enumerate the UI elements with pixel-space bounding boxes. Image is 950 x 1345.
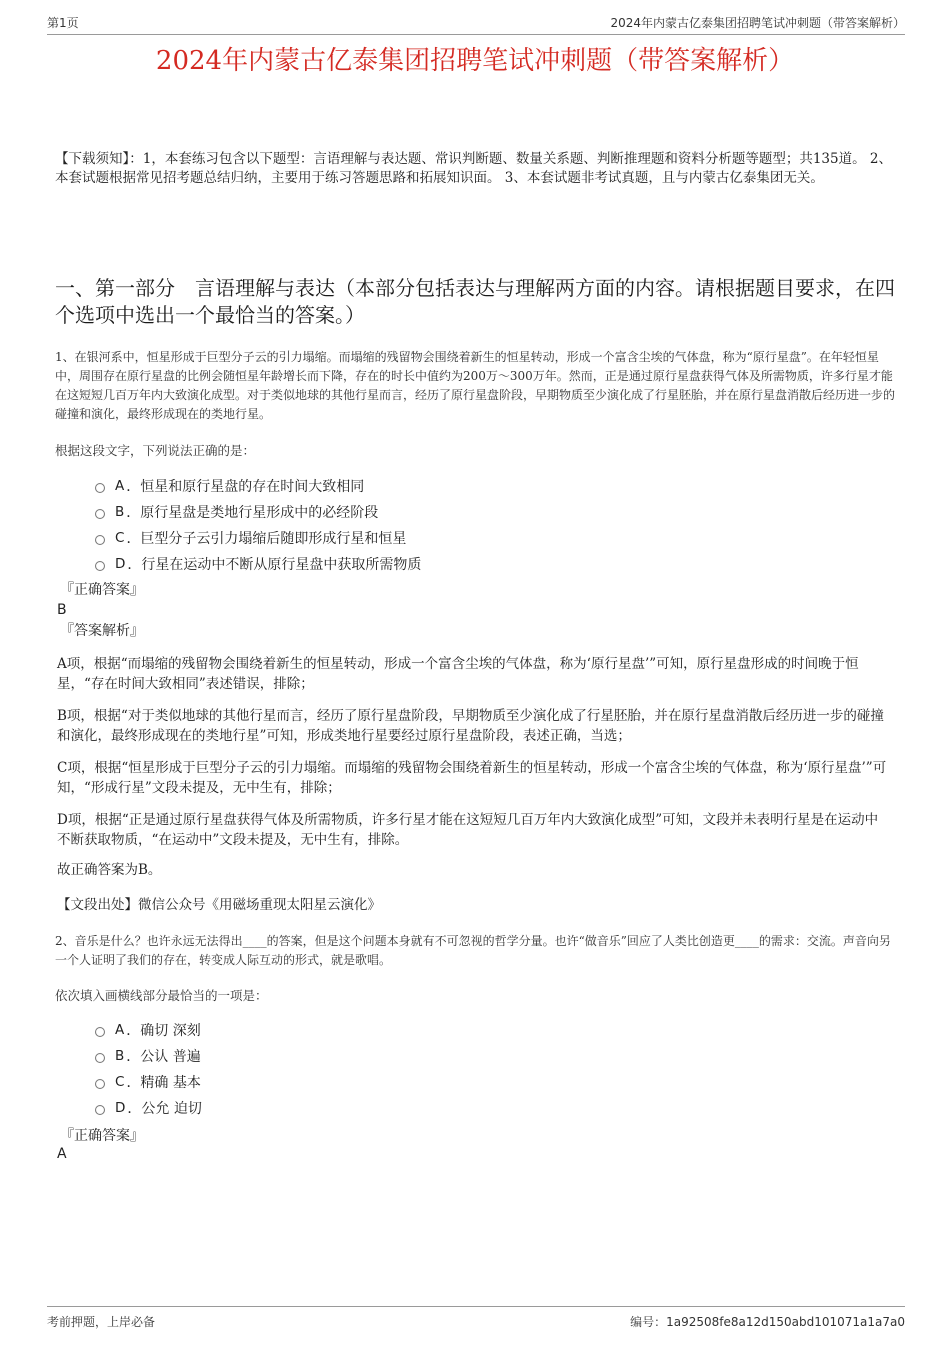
question-2-text: 2、音乐是什么？也许永远无法得出____的答案，但是这个问题本身就有不可忽视的哲学分量。也许“做音乐”回应了人类比创造更____的需求：交流。声音向另一个人证明了我们的存在，转变成人际互动的形式，就是歌唱。: [55, 934, 891, 967]
footer-code: 编号：1a92508fe8a12d150abd101071a1a7a0: [630, 1315, 905, 1329]
question-1-options: [95, 473, 795, 577]
page-footer: [47, 1306, 905, 1329]
section-heading: 一、第一部分 言语理解与表达（本部分包括表达与理解两方面的内容。请根据题目要求，在四个选项中选出一个最恰当的答案。）: [55, 276, 895, 327]
analysis-conclusion: 故正确答案为B。: [57, 862, 162, 878]
option-text: ．确切 深刻: [126, 1023, 201, 1039]
question-1-prompt: 根据这段文字，下列说法正确的是：: [55, 443, 256, 458]
radio-icon[interactable]: [95, 1105, 105, 1115]
option-text: ．原行星盘是类地行星形成中的必经阶段: [126, 505, 379, 521]
radio-icon[interactable]: [95, 483, 105, 493]
answer-label: 『正确答案』: [60, 582, 144, 598]
correct-answer: B: [57, 602, 67, 618]
option-text: ．巨型分子云引力塌缩后随即形成行星和恒星: [126, 531, 407, 547]
option-letter: B: [115, 1048, 125, 1064]
download-notice: 【下载须知】：1，本套练习包含以下题型：言语理解与表达题、常识判断题、数量关系题、判断推理题和资料分析题等题型；共135道。 2、本套试题根据常见招考题总结归纳，主要用于练习答题思路和拓展知识面。 3、本套试题非考试真题，且与内蒙古亿泰集团无关。: [55, 151, 892, 186]
option-text: ．恒星和原行星盘的存在时间大致相同: [126, 479, 365, 495]
radio-icon[interactable]: [95, 1079, 105, 1089]
option-letter: A: [115, 478, 125, 494]
question-2-prompt: 依次填入画横线部分最恰当的一项是：: [55, 988, 268, 1003]
option-a[interactable]: [95, 473, 795, 499]
radio-icon[interactable]: [95, 1027, 105, 1037]
radio-icon[interactable]: [95, 509, 105, 519]
option-text: ．公认 普遍: [126, 1049, 201, 1065]
option-letter: D: [115, 556, 126, 572]
document-title: 2024年内蒙古亿泰集团招聘笔试冲刺题（带答案解析）: [155, 46, 795, 76]
radio-icon[interactable]: [95, 1053, 105, 1063]
option-text: ．公允 迫切: [127, 1101, 202, 1117]
question-1-text: 1、在银河系中，恒星形成于巨型分子云的引力塌缩。而塌缩的残留物会围绕着新生的恒星转动，形成一个富含尘埃的气体盘，称为“原行星盘”。在年轻恒星中，周围存在原行星盘的比例会随恒星年龄增长而下降，存在的时长中值约为200万～300万年。然而，正是通过原行星盘获得气体及所需物质，许多行星才能在这短短几百万年内大致演化成型。对于类似地球的其他行星而言，经历了原行星盘阶段，早期物质至少演化成了行星胚胎，并在原行星盘消散后经历进一步的碰撞和演化，最终形成现在的类地行星。: [55, 350, 896, 421]
option-c[interactable]: [95, 525, 795, 551]
option-letter: A: [115, 1022, 125, 1038]
answer-label: 『正确答案』: [60, 1128, 144, 1144]
footer-slogan: 考前押题，上岸必备: [47, 1315, 156, 1329]
option-b[interactable]: [95, 499, 795, 525]
option-text: ．精确 基本: [126, 1075, 201, 1091]
option-letter: C: [115, 1074, 125, 1090]
option-text: ．行星在运动中不断从原行星盘中获取所需物质: [127, 557, 422, 573]
option-c[interactable]: [95, 1069, 795, 1095]
page-number: 第1页: [47, 16, 79, 30]
option-letter: C: [115, 530, 125, 546]
option-letter: D: [115, 1100, 126, 1116]
analysis-paragraph: B项，根据“对于类似地球的其他行星而言，经历了原行星盘阶段，早期物质至少演化成了行星胚胎，并在原行星盘消散后经历进一步的碰撞和演化，最终形成现在的类地行星”可知，形成类地行星要经过原行星盘阶段，表述正确，当选；: [57, 708, 884, 744]
option-letter: B: [115, 504, 125, 520]
option-a[interactable]: [95, 1017, 795, 1043]
option-b[interactable]: [95, 1043, 795, 1069]
analysis-label: 『答案解析』: [60, 623, 144, 639]
radio-icon[interactable]: [95, 535, 105, 545]
option-d[interactable]: [95, 551, 795, 577]
option-d[interactable]: [95, 1095, 795, 1121]
radio-icon[interactable]: [95, 561, 105, 571]
analysis-paragraph: D项，根据“正是通过原行星盘获得气体及所需物质，许多行星才能在这短短几百万年内大致演化成型”可知，文段并未表明行星是在运动中不断获取物质，“在运动中”文段未提及，无中生有，排除。: [57, 812, 879, 848]
header-doc-name: 2024年内蒙古亿泰集团招聘笔试冲刺题（带答案解析）: [610, 16, 905, 30]
source-note: 【文段出处】微信公众号《用磁场重现太阳星云演化》: [57, 897, 381, 913]
analysis-paragraph: A项，根据“而塌缩的残留物会围绕着新生的恒星转动，形成一个富含尘埃的气体盘，称为‘原行星盘’”可知，原行星盘形成的时间晚于恒星，“存在时间大致相同”表述错误，排除；: [57, 656, 859, 692]
question-2-options: [95, 1017, 795, 1121]
correct-answer: A: [57, 1146, 67, 1162]
page-header: [47, 14, 905, 35]
analysis-paragraph: C项，根据“恒星形成于巨型分子云的引力塌缩。而塌缩的残留物会围绕着新生的恒星转动，形成一个富含尘埃的气体盘，称为‘原行星盘’”可知，“形成行星”文段未提及，无中生有，排除；: [57, 760, 887, 796]
